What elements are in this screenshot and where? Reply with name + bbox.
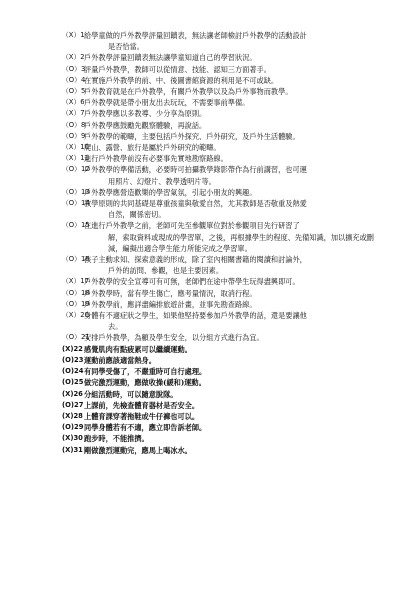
answer-mark: （X）20	[62, 311, 89, 320]
answer-mark: （X）11	[62, 154, 89, 163]
answer-mark: (O)23	[62, 355, 84, 364]
question-continuation: 是否恰當。	[108, 42, 144, 52]
question-text	[84, 153, 378, 164]
question-text	[84, 299, 378, 310]
question-item	[62, 75, 378, 86]
question-item	[62, 64, 378, 75]
question-line: 評量戶外教學，教師可以從情意、技能、認知三方面著手。	[84, 64, 271, 74]
answer-mark: （O）4	[62, 75, 86, 84]
question-text	[84, 97, 378, 108]
question-item	[62, 344, 378, 355]
question-item	[62, 198, 378, 220]
answer-mark: （O）13	[62, 187, 90, 196]
question-line: 有同學受傷了，不嚴重時可自行處理。	[84, 367, 207, 377]
question-text	[84, 366, 378, 377]
question-item	[62, 288, 378, 299]
question-item	[62, 142, 378, 153]
question-item	[62, 30, 378, 52]
question-continuation: 解，索取資料或現成的學習單，之後，再根據學生的程度、先備知識，加以擴充或刪減，編擬出適合學生能力所能完成之學習單。	[108, 232, 374, 253]
answer-mark: （X）17	[62, 277, 89, 286]
question-line: 分組活動時，可以隨意脫隊。	[84, 389, 178, 399]
question-item	[62, 377, 378, 388]
question-text	[84, 52, 378, 63]
answer-mark: （O）12	[62, 165, 90, 174]
question-text	[84, 288, 378, 299]
question-line: 做完激烈運動，應做收操(緩和)運動。	[84, 378, 206, 388]
question-line: 戶外教學的安全宣導可有可無，老師們在途中帶學生玩得盡興即可。	[84, 277, 300, 287]
question-text	[84, 120, 378, 131]
answer-mark: （O）8	[62, 120, 86, 129]
question-text	[84, 64, 378, 75]
answer-mark: (O)29	[62, 423, 84, 432]
answer-mark: (X)28	[62, 411, 83, 420]
question-item	[62, 422, 378, 433]
answer-mark: (O)27	[62, 400, 84, 409]
question-line: 戶外教學的準備活動，必要時可拍攝教學錄影帶作為行前講習，也可運	[84, 165, 307, 175]
question-text	[84, 445, 378, 456]
question-item	[62, 153, 378, 164]
question-item	[62, 187, 378, 198]
question-text	[84, 422, 378, 433]
question-text	[84, 344, 378, 355]
question-text	[84, 86, 378, 97]
question-line: 進行戶外教學前沒有必要事先實地勘察路線。	[84, 154, 228, 164]
question-item	[62, 220, 378, 254]
question-text	[84, 131, 378, 142]
question-item	[62, 389, 378, 400]
question-text	[84, 433, 378, 444]
question-continuation: 自然，關係密切。	[108, 210, 166, 220]
question-item	[62, 299, 378, 310]
question-item	[62, 355, 378, 366]
answer-mark: （O）19	[62, 299, 90, 308]
answer-mark: (X)26	[62, 389, 83, 398]
question-item	[62, 254, 378, 276]
answer-mark: （X）2	[62, 53, 85, 62]
question-line: 戶外教學應以多教導、少分享為原則。	[84, 109, 207, 119]
answer-mark: （O）9	[62, 131, 86, 140]
question-continuation: 戶外的訪問、參觀，也是主要因素。	[108, 266, 224, 276]
question-line: 跑步時，不能推擠。	[84, 434, 149, 444]
question-line: 戶外教學時，當有學生傷亡，應考量情況，取消行程。	[84, 288, 257, 298]
question-text	[84, 164, 378, 186]
question-line: 給學童做的戶外教學評量回饋表，無法讓老師檢討戶外教學的活動設計	[84, 31, 307, 40]
question-item	[62, 97, 378, 108]
question-item	[62, 433, 378, 444]
question-continuation: 用照片、幻燈片、教學透明片等。	[108, 176, 216, 186]
question-item	[62, 131, 378, 142]
question-text	[84, 276, 378, 287]
question-line: 運動前應該適當熱身。	[84, 355, 156, 365]
question-text	[84, 389, 378, 400]
question-line: 戶外教學前，應詳盡編排旅遊計畫，並事先勘查路線。	[84, 299, 257, 309]
question-line: 剛做激烈運動完，應馬上喝冰水。	[84, 445, 192, 455]
question-text	[84, 332, 378, 343]
question-item	[62, 332, 378, 343]
question-line: 感覺肌肉有點疲累可以繼續運動。	[84, 344, 192, 354]
question-line: 教學原則的共同基礎是尊重孩童與敬愛自然，尤其教師是否敬重及熱愛	[84, 199, 307, 209]
question-line: 戶外教學應鼓勵先觀察體驗，再說話。	[84, 120, 207, 130]
answer-mark: （O）18	[62, 288, 90, 297]
answer-mark: （O）5	[62, 87, 86, 96]
question-text	[84, 310, 378, 332]
answer-mark: (X)22	[62, 344, 83, 353]
answer-mark: （X）10	[62, 143, 89, 152]
question-item	[62, 366, 378, 377]
question-text	[84, 30, 378, 52]
question-line: 孩子主動求知、探索意義的形成，除了室內相關書籍的閱讀和討論外，	[84, 255, 307, 265]
question-line: 上體育課穿著拖鞋或牛仔褲也可以。	[84, 411, 200, 421]
question-line: 同學身體若有不適，應立即告訴老師。	[84, 423, 207, 433]
answer-mark: （O）14	[62, 199, 90, 208]
question-text	[84, 377, 378, 388]
question-text	[84, 355, 378, 366]
answer-mark: (X)31	[62, 445, 83, 454]
answer-mark: （O）15	[62, 221, 90, 230]
question-item	[62, 52, 378, 63]
question-item	[62, 164, 378, 186]
question-item	[62, 445, 378, 456]
question-line: 戶外教育就是在戶外教學，有關戶外教學以及為戶外事物而教學。	[84, 87, 293, 97]
question-line: 爬山、露營、旅行是屬於戶外研究的範疇。	[84, 143, 221, 153]
answer-mark: （O）3	[62, 64, 86, 73]
question-line: 上課前，先檢查體育器材是否安全。	[84, 400, 200, 410]
answer-mark: （X）1	[62, 31, 85, 39]
answer-mark: （X）7	[62, 109, 85, 118]
question-continuation: 去。	[108, 322, 123, 332]
answer-mark: （O）16	[62, 255, 90, 264]
question-text	[84, 220, 378, 254]
question-line: 戶外教學的範疇，主要包括戶外探究、戶外研究，及戶外生活體驗。	[84, 131, 300, 141]
question-line: 安排戶外教學，為顧及學生安全，以分組方式進行為宜。	[84, 333, 264, 343]
question-text	[84, 142, 378, 153]
question-line: 戶外教學應營造歡樂的學習氣氛，引起小朋友的興趣。	[84, 187, 257, 197]
question-item	[62, 400, 378, 411]
question-line: 戶外教學就是帶小朋友出去玩玩，不需要事前準備。	[84, 98, 250, 108]
question-item	[62, 411, 378, 422]
question-item	[62, 108, 378, 119]
question-line: 在進行戶外教學之前，老師可先至參觀單位對於參觀項目先行研習了	[84, 221, 300, 231]
answer-mark: (X)30	[62, 434, 83, 443]
question-text	[84, 198, 378, 220]
question-item	[62, 120, 378, 131]
question-text	[84, 400, 378, 411]
question-text	[84, 254, 378, 276]
answer-mark: (O)24	[62, 367, 84, 376]
question-line: 身體有不適症狀之學生，如果他堅持要參加戶外教學的話，還是要讓他	[84, 311, 307, 321]
question-text	[84, 187, 378, 198]
answer-mark: (O)25	[62, 378, 84, 387]
question-item	[62, 86, 378, 97]
question-line: 在實施戶外教學的前、中、後圖書館資源的利用是不可或缺。	[84, 75, 279, 85]
question-item	[62, 276, 378, 287]
question-line: 戶外教學評量回饋表無法讓學童知道自己的學習狀況。	[84, 53, 257, 63]
answer-mark: （X）6	[62, 98, 85, 107]
question-item	[62, 310, 378, 332]
question-list	[62, 30, 378, 456]
question-text	[84, 108, 378, 119]
question-text	[84, 75, 378, 86]
answer-mark: （O）21	[62, 333, 90, 342]
question-text	[84, 411, 378, 422]
